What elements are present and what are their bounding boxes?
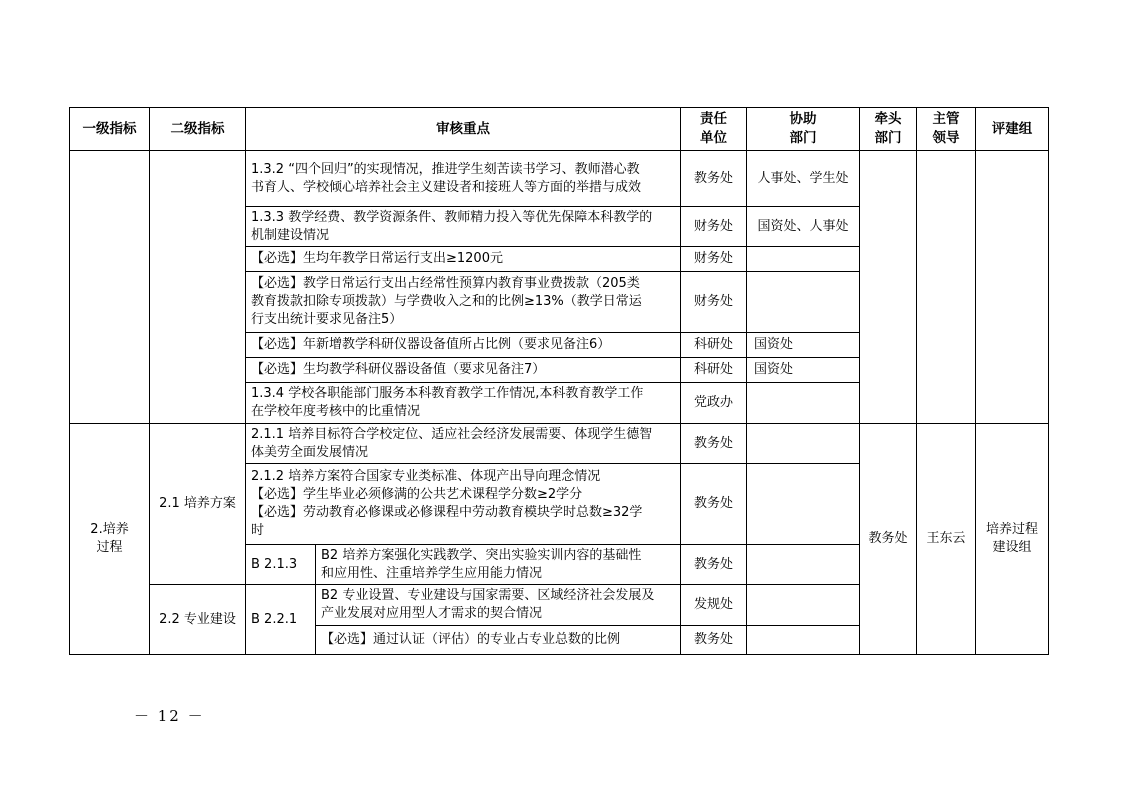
leader-cell: 王东云 xyxy=(917,424,976,655)
focus-cell: 【必选】教学日常运行支出占经常性预算内教育事业费拨款（205类 教育拨款扣除专项拨款）与学费收入之和的比例≥13%（教学日常运 行支出统计要求见备注5） xyxy=(246,272,681,333)
responsible-cell: 财务处 xyxy=(681,207,747,247)
assist-cell xyxy=(747,424,860,464)
header-assist: 协助 部门 xyxy=(747,108,860,151)
focus-cell: 【必选】年新增教学科研仪器设备值所占比例（要求见备注6） xyxy=(246,333,681,358)
group-cell-empty xyxy=(976,151,1049,424)
header-focus: 审核重点 xyxy=(246,108,681,151)
header-lead: 牵头 部门 xyxy=(860,108,917,151)
focus-cell: B2 培养方案强化实践教学、突出实验实训内容的基础性 和应用性、注重培养学生应用能力情况 xyxy=(316,545,681,585)
assist-cell xyxy=(747,626,860,655)
responsible-cell: 科研处 xyxy=(681,358,747,383)
header-group: 评建组 xyxy=(976,108,1049,151)
table-row xyxy=(70,424,1049,464)
header-level1: 一级指标 xyxy=(70,108,150,151)
responsible-cell: 党政办 xyxy=(681,383,747,424)
assist-cell xyxy=(747,383,860,424)
table-row xyxy=(70,151,1049,207)
focus-cell: 2.1.1 培养目标符合学校定位、适应社会经济发展需要、体现学生德智 体美劳全面发展情况 xyxy=(246,424,681,464)
responsible-cell: 教务处 xyxy=(681,626,747,655)
focus-cell: 【必选】生均年教学日常运行支出≥1200元 xyxy=(246,247,681,272)
assist-cell xyxy=(747,545,860,585)
focus-cell: 1.3.4 学校各职能部门服务本科教育教学工作情况,本科教育教学工作 在学校年度考核中的比重情况 xyxy=(246,383,681,424)
focus-cell: 2.1.2 培养方案符合国家专业类标准、体现产出导向理念情况 【必选】学生毕业必须修满的公共艺术课程学分数≥2学分 【必选】劳动教育必修课或必修课程中劳动教育模块学时总数≥32学 时 xyxy=(246,464,681,545)
level2-cell-major-construction: 2.2 专业建设 xyxy=(150,585,246,655)
assist-cell xyxy=(747,464,860,545)
assist-cell: 人事处、学生处 xyxy=(747,151,860,207)
responsible-cell: 财务处 xyxy=(681,247,747,272)
level1-cell-training-process: 2.培养 过程 xyxy=(70,424,150,655)
assist-cell xyxy=(747,247,860,272)
assist-cell: 国资处 xyxy=(747,333,860,358)
leader-cell-empty xyxy=(917,151,976,424)
level2-cell-training-plan: 2.1 培养方案 xyxy=(150,424,246,585)
focus-cell: 【必选】生均教学科研仪器设备值（要求见备注7） xyxy=(246,358,681,383)
code-cell: B 2.1.3 xyxy=(246,545,316,585)
header-responsible: 责任 单位 xyxy=(681,108,747,151)
audit-table xyxy=(69,107,1049,655)
assist-cell xyxy=(747,272,860,333)
header-row xyxy=(70,108,1049,151)
responsible-cell: 教务处 xyxy=(681,545,747,585)
assist-cell: 国资处、人事处 xyxy=(747,207,860,247)
responsible-cell: 教务处 xyxy=(681,464,747,545)
lead-dept-cell: 教务处 xyxy=(860,424,917,655)
responsible-cell: 教务处 xyxy=(681,151,747,207)
assist-cell: 国资处 xyxy=(747,358,860,383)
focus-cell: 【必选】通过认证（评估）的专业占专业总数的比例 xyxy=(316,626,681,655)
group-cell: 培养过程 建设组 xyxy=(976,424,1049,655)
responsible-cell: 科研处 xyxy=(681,333,747,358)
focus-cell: 1.3.2 “四个回归”的实现情况，推进学生刻苦读书学习、教师潜心教 书育人、学校倾心培养社会主义建设者和接班人等方面的举措与成效 xyxy=(246,151,681,207)
responsible-cell: 教务处 xyxy=(681,424,747,464)
focus-cell: B2 专业设置、专业建设与国家需要、区域经济社会发展及 产业发展对应用型人才需求的契合情况 xyxy=(316,585,681,626)
level2-cell-empty xyxy=(150,151,246,424)
header-leader: 主管 领导 xyxy=(917,108,976,151)
responsible-cell: 财务处 xyxy=(681,272,747,333)
assist-cell xyxy=(747,585,860,626)
focus-cell: 1.3.3 教学经费、教学资源条件、教师精力投入等优先保障本科教学的 机制建设情况 xyxy=(246,207,681,247)
code-cell: B 2.2.1 xyxy=(246,585,316,655)
header-level2: 二级指标 xyxy=(150,108,246,151)
level1-cell-empty xyxy=(70,151,150,424)
lead-cell-empty xyxy=(860,151,917,424)
responsible-cell: 发规处 xyxy=(681,585,747,626)
page-number: － 12 － xyxy=(134,707,205,725)
